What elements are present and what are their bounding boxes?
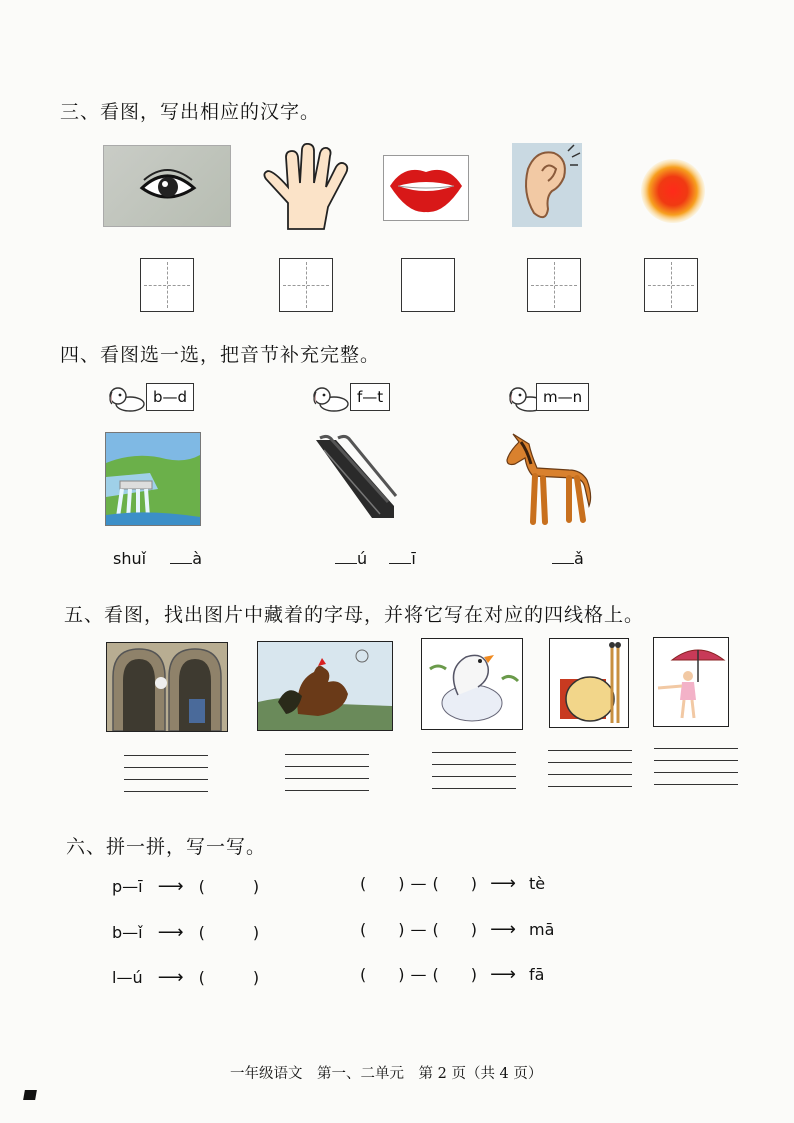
syllable-text: ǎ (574, 549, 584, 568)
syllable-text: ú (357, 549, 368, 568)
writing-grid-3[interactable] (401, 258, 455, 312)
choice-box-1: b—d (146, 383, 194, 411)
four-line-grid-5[interactable] (654, 748, 738, 788)
spell-left-2 (112, 920, 259, 943)
spell-right-3: ( ) — ( ) ⟶ fā (360, 964, 545, 985)
answer-parentheses[interactable]: ( ) (198, 877, 260, 896)
mouth-icon (383, 155, 469, 221)
spell-right-1: ( ) — ( ) ⟶ tè (360, 873, 546, 894)
section6-heading: 六、拼一拼，写一写。 (66, 836, 267, 858)
syllable-row-2 (335, 549, 416, 568)
answer-blank[interactable] (552, 549, 574, 564)
page-footer: 一年级语文 第一、二单元 第 2 页（共 4 页） (230, 1066, 543, 1082)
choice-box-2: f—t (350, 383, 390, 411)
four-line-grid-3[interactable] (432, 752, 516, 792)
syllable-text: mā (529, 920, 555, 939)
arrow-right-icon: ⟶ (490, 873, 516, 894)
answer-parentheses[interactable]: ( ) (198, 968, 260, 987)
drum-icon (549, 638, 629, 728)
arrow-right-icon: ⟶ (490, 919, 516, 940)
answer-parentheses[interactable]: ( ) (432, 874, 477, 893)
answer-blank[interactable] (389, 549, 411, 564)
four-line-grid-1[interactable] (124, 755, 208, 795)
arrow-right-icon: ⟶ (490, 964, 516, 985)
section3-heading: 三、看图，写出相应的汉字。 (60, 101, 321, 123)
ear-icon (512, 143, 582, 227)
answer-parentheses[interactable]: ( ) (198, 923, 260, 942)
answer-parentheses[interactable]: ( ) (432, 965, 477, 984)
syllable-text: ī (411, 549, 416, 568)
syllable-text: à (192, 549, 203, 568)
corner-mark (23, 1090, 37, 1100)
syllable-parts: l—ú (112, 968, 143, 987)
section5-heading: 五、看图，找出图片中藏着的字母，并将它写在对应的四线格上。 (64, 604, 645, 626)
syllable-text: tè (529, 874, 546, 893)
answer-parentheses[interactable]: ( ) (360, 874, 405, 893)
sun-icon (640, 158, 706, 224)
writing-grid-2[interactable] (279, 258, 333, 312)
choice-box-3: m—n (536, 383, 589, 411)
four-line-grid-2[interactable] (285, 754, 369, 794)
answer-parentheses[interactable]: ( ) (432, 920, 477, 939)
writing-grid-1[interactable] (140, 258, 194, 312)
spell-left-3 (112, 965, 259, 988)
writing-grid-4[interactable] (527, 258, 581, 312)
umbrella-girl-icon (653, 637, 729, 727)
arrow-right-icon: ⟶ (157, 967, 184, 988)
section4-heading: 四、看图选一选，把音节补充完整。 (60, 344, 381, 366)
arrow-right-icon: ⟶ (157, 876, 184, 897)
syllable-row-3 (552, 549, 584, 568)
syllable-parts: p—ī (112, 877, 143, 896)
goose-icon (421, 638, 523, 730)
hand-icon (258, 143, 354, 231)
syllable-row-1 (113, 549, 202, 568)
answer-parentheses[interactable]: ( ) (360, 920, 405, 939)
rooster-icon (257, 641, 393, 731)
syllable-text: fā (529, 965, 545, 984)
answer-blank[interactable] (170, 549, 192, 564)
escalator-icon (310, 432, 398, 522)
eye-icon (103, 145, 231, 227)
arrow-right-icon: ⟶ (157, 922, 184, 943)
cave-arches-icon (106, 642, 228, 732)
answer-parentheses[interactable]: ( ) (360, 965, 405, 984)
horse-icon (503, 430, 595, 526)
dog-icon (310, 382, 352, 414)
four-line-grid-4[interactable] (548, 750, 632, 790)
syllable-parts: b—ǐ (112, 923, 143, 942)
dog-icon (106, 382, 148, 414)
spell-left-1 (112, 874, 259, 897)
spell-right-2: ( ) — ( ) ⟶ mā (360, 919, 555, 940)
answer-blank[interactable] (335, 549, 357, 564)
waterfall-dam-icon (105, 432, 201, 526)
syllable-text: shuǐ (113, 549, 147, 568)
writing-grid-5[interactable] (644, 258, 698, 312)
